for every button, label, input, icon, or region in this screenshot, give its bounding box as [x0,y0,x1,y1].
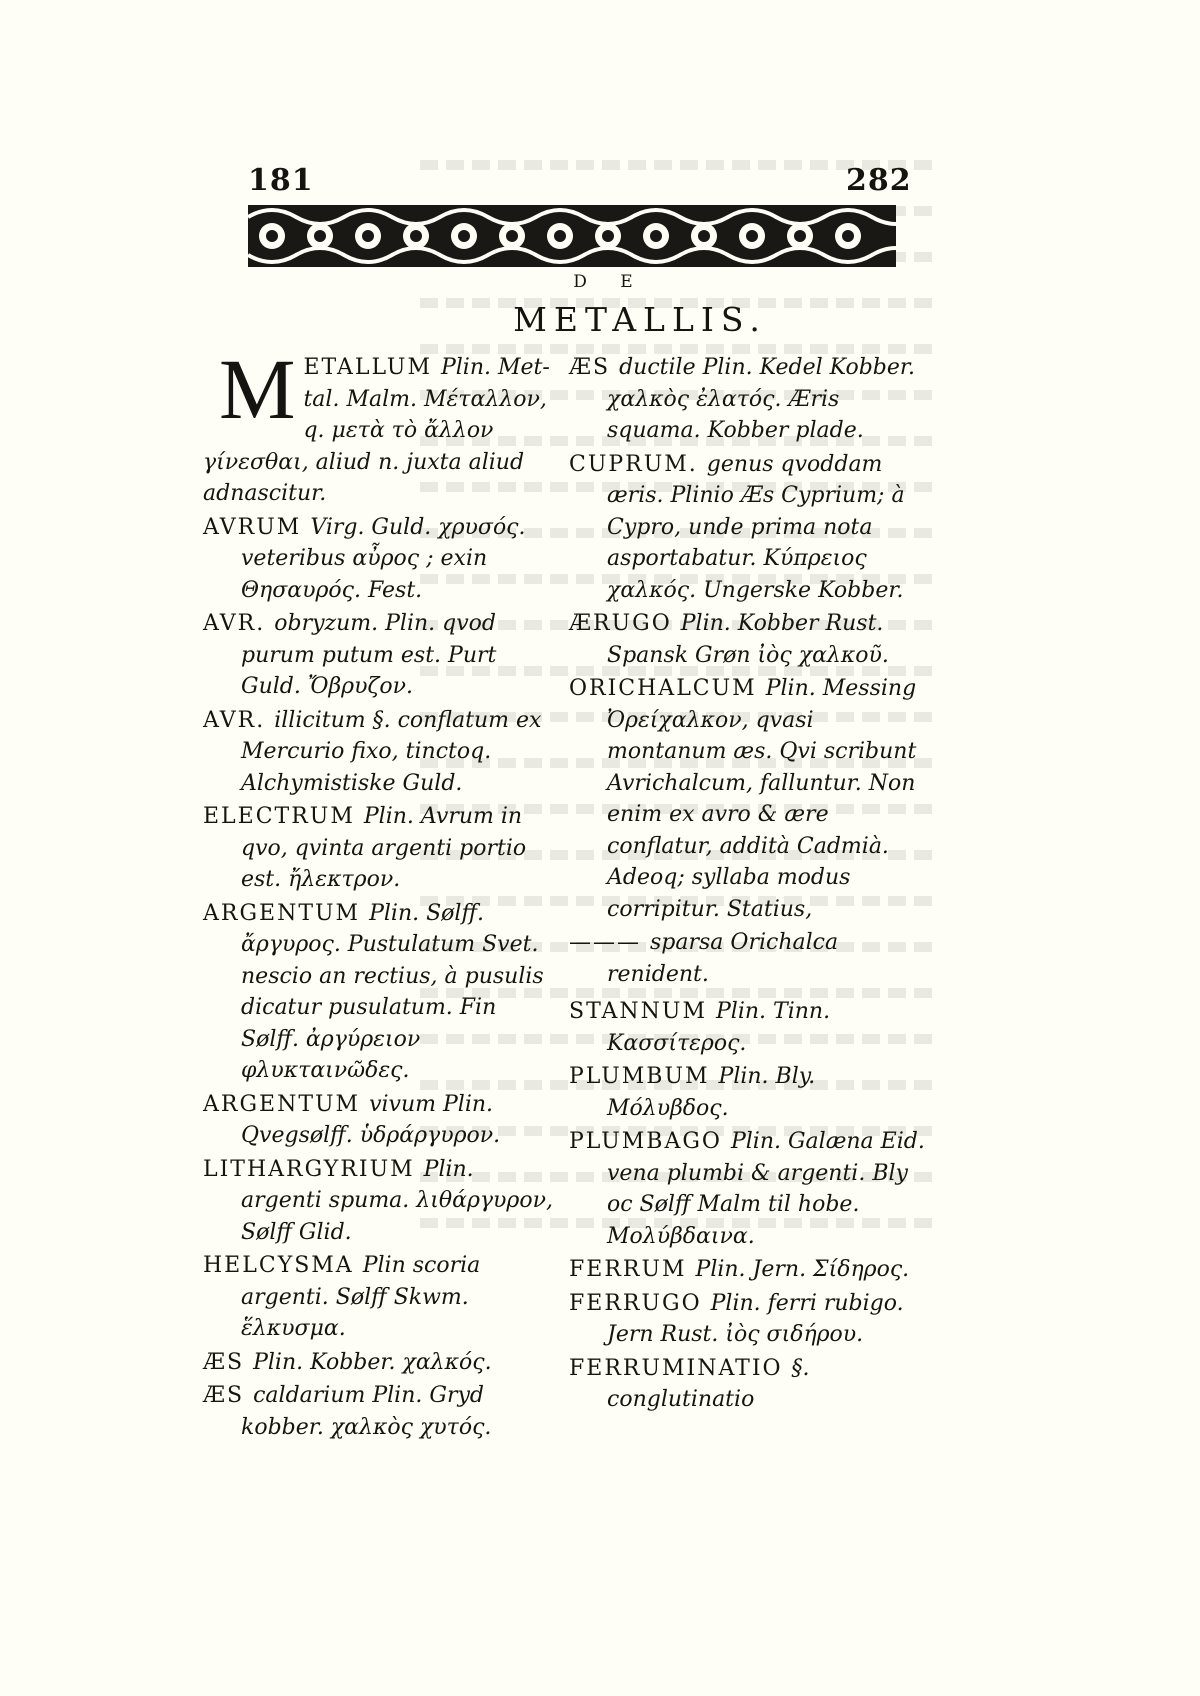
entry-text: §. conglutinatio [607,1355,810,1412]
entry-aerugo [569,608,931,671]
entry-electrum [203,801,561,896]
entry-headword: ETALLUM [303,355,441,380]
entry-text: Plin. Sølff. ἄργυρος. Pustulatum Svet. nescio an rectius, à pusulis dicatur pusulatum. Fin Sølff. ἀργύρειον φλυκταινῶδες. [241,900,544,1083]
folio-right: 282 [846,163,912,198]
right-column [569,352,931,1416]
entry-lithargyrium [203,1154,561,1249]
entry-headword: ORICHALCUM [569,676,766,701]
entry-text: Virg. Guld. χρυσός. veteribus αὖρος ; exin Θησαυρός. Fest. [241,514,526,603]
page-title: METALLIS. [513,300,767,339]
entry-text: illicitum §. conflatum ex Mercurio fixo, tinctoq. Alchymistiske Guld. [241,707,542,796]
entry-metallum [203,341,561,510]
entry-headword: FERRUM [569,1257,696,1282]
entry-text: genus qvoddam æris. Plinio Æs Cyprium; à Cypro, unde prima nota asportabatur. Κύπρειος χαλκός. Ungerske Kobber. [607,451,905,603]
entry-helcysma [203,1250,561,1345]
entry-text: Plin. Galæna Eid. vena plumbi & argenti. Bly oc Sølff Malm til hobe. Μολύβδαινα. [607,1129,925,1249]
entry-headword: ARGENTUM [203,900,370,926]
entry-headword: ——— [569,930,650,955]
entry-headword: FERRUGO [569,1290,711,1316]
entry-aes-caldarium [203,1380,561,1443]
entry-aes [203,1347,561,1379]
entry-headword: HELCYSMA [203,1253,363,1278]
entry-headword: STANNUM [569,999,716,1024]
left-column [203,341,561,1443]
entry-text: sparsa Orichalca renident. [607,930,839,987]
entry-avr-illicitum [203,705,561,800]
entry-headword: ÆS [203,1383,254,1408]
entry-headword: ARGENTUM [203,1091,370,1117]
entry-text: Plin. ferri rubigo. Jern Rust. ἰὸς σιδήρου. [607,1290,904,1347]
entry-text: Plin. Messing Ὀρείχαλκον, qvasi montanum æs. Qvi scribunt Avrichalcum, falluntur. Non enim ex avro & ære conflatur, addità Cadmià. Adeoq; syllaba modus corripitur. Statius, [607,676,917,922]
entry-headword: ÆS [569,355,620,380]
entry-text: ductile Plin. Kedel Kobber. χαλκὸς ἐλατός. Æris squama. Kobber plade. [607,355,915,443]
entry-avr-obryzum [203,608,561,703]
entry-ferrum [569,1254,931,1286]
entry-headword: PLUMBUM [569,1064,719,1089]
entry-headword: AVR. [203,707,275,733]
entry-text: Plin. Met- tal. Malm. Μέταλλον, q. μετὰ τὸ ἄλλον γίνεσθαι, aliud n. juxta aliud adnascitur. [203,355,550,506]
entry-cuprum [569,449,931,607]
title-prefix: D E [573,272,647,292]
entry-statius-quote [569,927,931,990]
ornamental-headpiece [248,205,896,267]
entry-headword: ELECTRUM [203,804,364,829]
entry-text: Plin. Tinn. Κασσίτερος. [607,999,831,1056]
entry-argentum [203,898,561,1087]
entry-text: Plin scoria argenti. Sølff Skwm. ἕλκυσμα. [241,1253,481,1341]
entry-plumbago [569,1126,931,1252]
entry-headword: CUPRUM. [569,451,707,477]
entry-text: Plin. Bly. Μόλυβδος. [607,1064,816,1121]
entry-text: vivum Plin. Qvegsølff. ὑδράργυρον. [241,1091,501,1148]
entry-headword: ÆS [203,1349,254,1375]
entry-text: Plin. Kobber. χαλκός. [253,1349,492,1375]
entry-aes-ductile [569,352,931,447]
entry-text: Plin. Avrum in qvo, qvinta argenti portio est. ἤλεκτρον. [241,804,527,892]
entry-ferrugo [569,1288,931,1351]
entry-text: Plin. argenti spuma. λιθάργυρον, Sølff Glid. [241,1156,553,1245]
entry-avrum [203,512,561,607]
entry-ferruminatio [569,1353,931,1416]
entry-headword: PLUMBAGO [569,1129,731,1154]
entry-headword: LITHARGYRIUM [203,1156,424,1182]
entry-argentum-vivum [203,1089,561,1152]
entry-text: Plin. Jern. Σίδηρος. [695,1257,910,1282]
entry-headword: AVR. [203,611,275,636]
entry-plumbum [569,1061,931,1124]
entry-text: caldarium Plin. Gryd kobber. χαλκὸς χυτός. [241,1383,492,1440]
entry-text: Plin. Kobber Rust. Spansk Grøn ἰὸς χαλκοῦ. [607,611,889,668]
drop-cap: M [219,341,296,437]
entry-headword: ÆRUGO [569,611,681,636]
folio-left: 181 [248,163,314,198]
entry-orichalcum [569,673,931,925]
entry-headword: FERRUMINATIO [569,1355,792,1381]
entry-stannum [569,996,931,1059]
entry-headword: AVRUM [203,514,311,540]
entry-text: obryzum. Plin. qvod purum putum est. Purt Guld. Ὄβρυζον. [241,611,497,699]
